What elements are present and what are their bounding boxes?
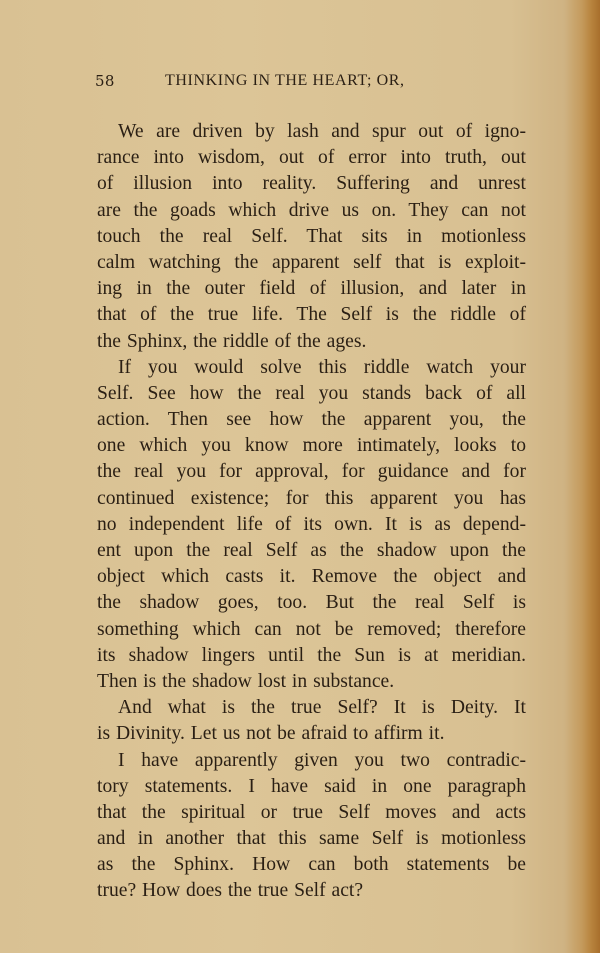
text-line: Self. See how the real you stands back of all [97,382,526,404]
text-line: the real you for approval, for guidance and for [97,461,526,483]
text-line: are the goads which drive us on. They can not [97,199,526,221]
text-line: We are driven by lash and spur out of igno- [118,121,526,142]
text-line: the Sphinx, the riddle of the ages. [97,330,367,352]
text-line: action. Then see how the apparent you, the [97,409,526,431]
paragraph [97,119,526,355]
text-line: one which you know more intimately, looks to [97,435,526,457]
text-line: no independent life of its own. It is as depend- [97,513,526,535]
text-line: that the spiritual or true Self moves and acts [97,801,526,823]
running-title: THINKING IN THE HEART; OR, [165,72,405,89]
text-line: that of the true life. The Self is the riddle of [97,304,526,326]
text-line: its shadow lingers until the Sun is at meridian. [97,644,526,666]
page-number: 58 [95,72,115,90]
text-line: rance into wisdom, out of error into truth, out [97,147,526,169]
text-line: and in another that this same Self is motionless [97,828,526,850]
paragraph [97,355,526,695]
text-line: touch the real Self. That sits in motionless [97,225,526,247]
text-line: something which can not be removed; therefore [97,618,526,640]
text-line: Then is the shadow lost in substance. [97,670,395,692]
text-line: tory statements. I have said in one paragraph [97,775,526,797]
paragraph [97,695,526,747]
text-line: of illusion into reality. Suffering and unrest [97,173,526,195]
text-line: calm watching the apparent self that is exploit- [97,251,526,273]
page-body [97,119,526,905]
text-line: If you would solve this riddle watch your [118,356,526,378]
text-line: object which casts it. Remove the object and [97,566,526,588]
text-line: continued existence; for this apparent you has [97,487,526,509]
text-line: ing in the outer field of illusion, and later in [97,278,526,300]
text-line: ent upon the real Self as the shadow upon the [97,540,526,561]
paragraph [97,748,526,905]
text-line: true? How does the true Self act? [97,880,364,902]
text-line: is Divinity. Let us not be afraid to affirm it. [97,723,445,745]
text-line: And what is the true Self? It is Deity. It [118,697,526,719]
text-line: I have apparently given you two contradic- [118,749,526,771]
text-line: as the Sphinx. How can both statements be [97,854,526,876]
text-line: the shadow goes, too. But the real Self is [97,592,526,614]
running-header [95,72,495,96]
